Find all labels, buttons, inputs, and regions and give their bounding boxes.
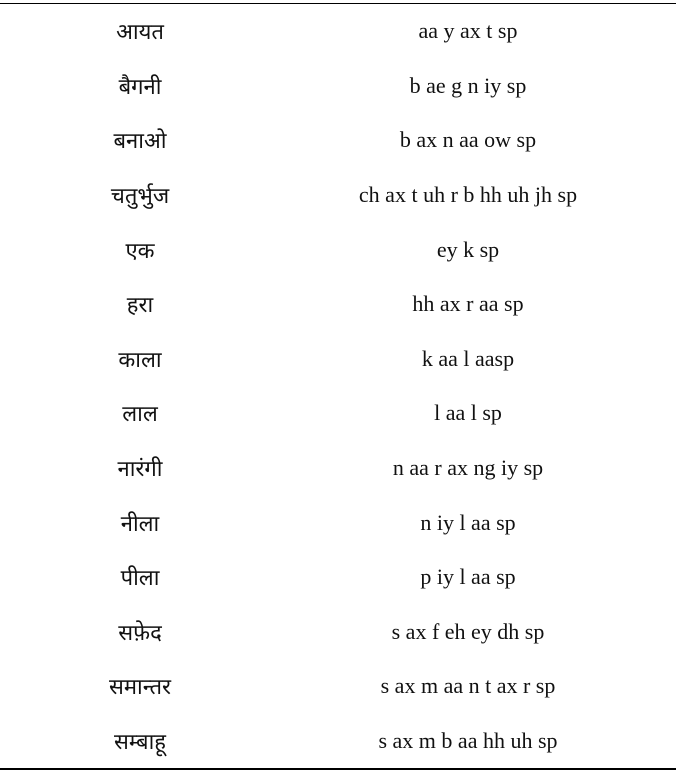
table-row [0, 277, 676, 332]
hindi-word: लाल [122, 402, 158, 428]
table-row [0, 332, 676, 387]
hindi-word: चतुर्भुज [110, 184, 170, 210]
hindi-word: बनाओ [113, 129, 167, 155]
phoneme-sequence: l aa l sp [434, 400, 502, 426]
table-row [0, 386, 676, 441]
table-row [0, 168, 676, 223]
phoneme-sequence: n iy l aa sp [420, 509, 516, 535]
phoneme-sequence: p iy l aa sp [420, 564, 516, 590]
table-row [0, 4, 676, 59]
phoneme-sequence: aa y ax t sp [418, 18, 518, 44]
hindi-word: सफ़ेद [118, 620, 162, 646]
table-row [0, 59, 676, 114]
phoneme-sequence: k aa l aasp [421, 345, 515, 371]
phoneme-sequence: s ax f eh ey dh sp [391, 618, 545, 644]
hindi-word: आयत [116, 20, 164, 46]
hindi-word: पीला [120, 566, 160, 592]
hindi-word: समान्तर [108, 675, 172, 701]
word-phoneme-table [0, 3, 676, 770]
table-row [0, 659, 676, 714]
phoneme-sequence: b ax n aa ow sp [399, 127, 537, 153]
phoneme-sequence: s ax m aa n t ax r sp [380, 673, 556, 699]
table-row [0, 495, 676, 550]
phoneme-sequence: n aa r ax ng iy sp [392, 455, 544, 481]
table-row [0, 441, 676, 496]
hindi-word: नारंगी [117, 457, 163, 483]
hindi-word: नीला [120, 511, 160, 537]
hindi-word: बैगनी [118, 74, 162, 100]
hindi-word: काला [118, 347, 162, 373]
phoneme-sequence: ey k sp [436, 236, 500, 262]
table-row [0, 113, 676, 168]
table-row [0, 550, 676, 605]
hindi-word: हरा [126, 293, 154, 319]
table-row [0, 714, 676, 769]
phoneme-sequence: hh ax r aa sp [412, 291, 524, 317]
hindi-word: एक [125, 238, 155, 264]
table-row [0, 222, 676, 277]
hindi-word: सम्बाहू [114, 730, 166, 756]
table-row [0, 605, 676, 660]
phoneme-sequence: ch ax t uh r b hh uh jh sp [358, 182, 578, 208]
phoneme-sequence: b ae g n iy sp [409, 72, 527, 98]
phoneme-sequence: s ax m b aa hh uh sp [378, 728, 558, 754]
